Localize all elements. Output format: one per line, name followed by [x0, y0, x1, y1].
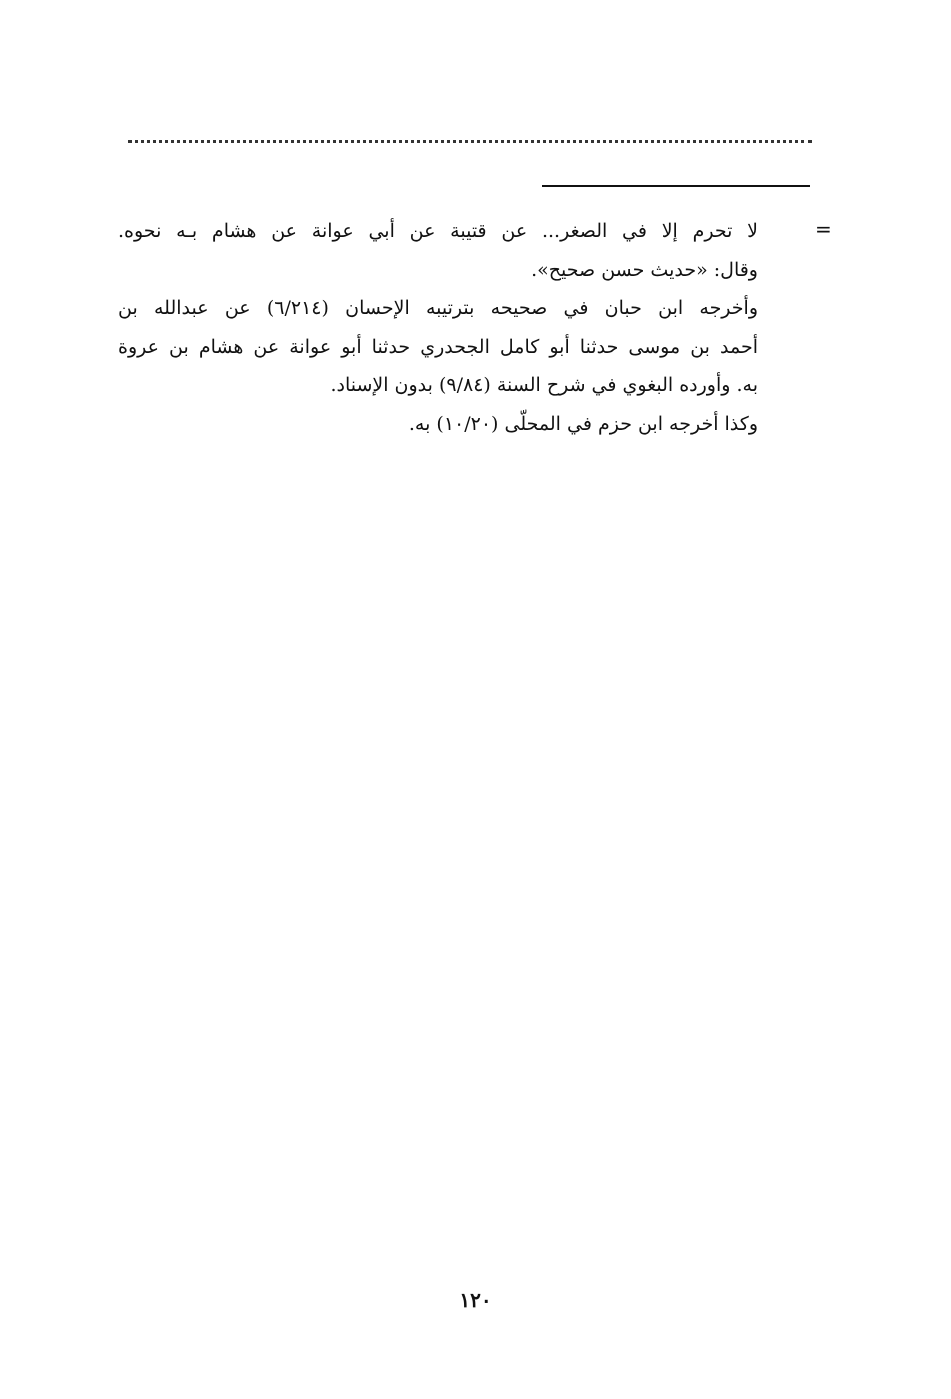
footnote-line: وقال: «حديث حسن صحيح». [531, 258, 758, 281]
footnote-line: أحمد بن موسى حدثنا أبو كامل الجحدري حدثنا أبو عوانة عن هشام بن عروة [118, 335, 758, 358]
footnote-separator-line [542, 185, 810, 187]
dotted-separator [128, 140, 812, 143]
footnote-line: وأخرجه ابن حبان في صحيحه بترتيبه الإحسان (٦/٢١٤) عن عبدالله بن [118, 297, 758, 319]
footnote-continuation-mark: = [815, 217, 832, 241]
page-number: ١٢٠ [459, 1288, 492, 1312]
footnote-line: لا تحرم إلا في الصغر... عن قتيبة عن أبي عوانة عن هشام بـه نحوه. [118, 220, 758, 242]
footnote-line: به. وأورده البغوي في شرح السنة (٩/٨٤) بدون الإسناد. [330, 374, 758, 396]
footnote-text [118, 212, 758, 443]
footnote-line: وكذا أخرجه ابن حزم في المحلّى (١٠/٢٠) به. [408, 412, 758, 435]
